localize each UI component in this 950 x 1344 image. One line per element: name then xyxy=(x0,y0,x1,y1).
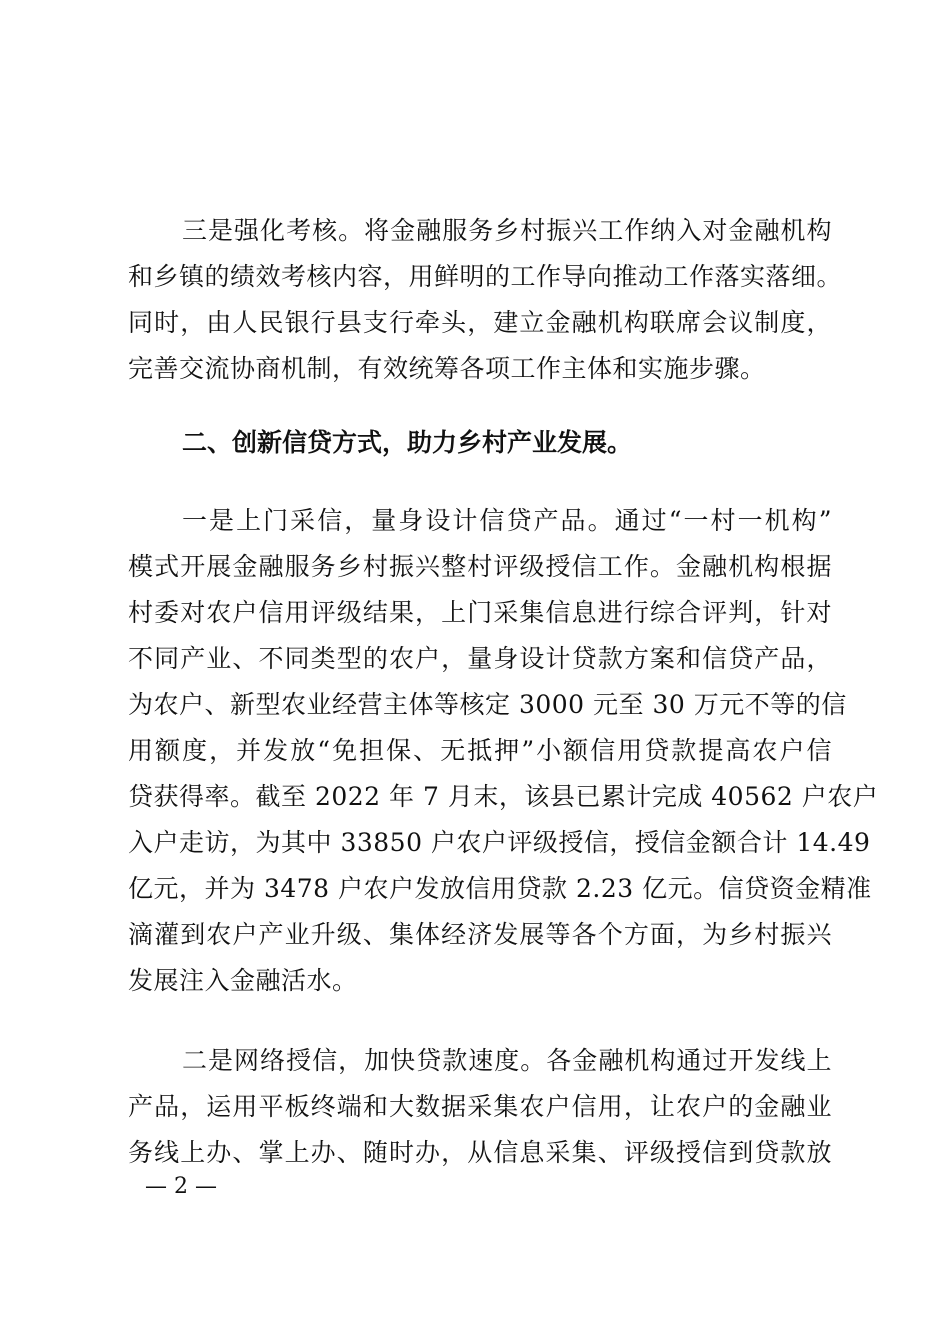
paragraph-line: 完善交流协商机制，有效统筹各项工作主体和实施步骤。 xyxy=(128,354,766,383)
paragraph-line: 滴灌到农户产业升级、集体经济发展等各个方面，为乡村振兴 xyxy=(128,920,832,949)
paragraph-line: 发展注入金融活水。 xyxy=(128,966,358,995)
paragraph-line: 用额度，并发放“免担保、无抵押”小额信用贷款提高农户信 xyxy=(128,736,832,765)
paragraph-line: 模式开展金融服务乡村振兴整村评级授信工作。金融机构根据 xyxy=(128,552,832,581)
paragraph-line: 入户走访，为其中 33850 户农户评级授信，授信金额合计 14.49 xyxy=(128,828,871,857)
paragraph-line: 村委对农户信用评级结果，上门采集信息进行综合评判，针对 xyxy=(128,598,832,627)
paragraph-line: 贷获得率。截至 2022 年 7 月末，该县已累计完成 40562 户农户 xyxy=(128,782,879,811)
page-number: — 2 — xyxy=(145,1174,217,1199)
paragraph-line: 为农户、新型农业经营主体等核定 3000 元至 30 万元不等的信 xyxy=(128,690,847,719)
section-heading: 二、创新信贷方式，助力乡村产业发展。 xyxy=(182,428,633,457)
paragraph-line: 三是强化考核。将金融服务乡村振兴工作纳入对金融机构 xyxy=(182,216,832,245)
paragraph-line: 和乡镇的绩效考核内容，用鲜明的工作导向推动工作落实落细。 xyxy=(128,262,843,291)
paragraph-line: 二是网络授信，加快贷款速度。各金融机构通过开发线上 xyxy=(182,1046,832,1075)
paragraph-line: 一是上门采信，量身设计信贷产品。通过“一村一机构” xyxy=(182,506,832,535)
paragraph-line: 不同产业、不同类型的农户，量身设计贷款方案和信贷产品， xyxy=(128,644,832,673)
paragraph-door-to-door-credit xyxy=(128,498,879,1004)
paragraph-line: 同时，由人民银行县支行牵头，建立金融机构联席会议制度， xyxy=(128,308,832,337)
paragraph-line: 产品，运用平板终端和大数据采集农户信用，让农户的金融业 xyxy=(128,1092,832,1121)
paragraph-line: 务线上办、掌上办、随时办，从信息采集、评级授信到贷款放 xyxy=(128,1138,832,1167)
paragraph-online-credit xyxy=(128,1038,832,1176)
paragraph-assessment xyxy=(128,208,843,392)
paragraph-line: 亿元，并为 3478 户农户发放信用贷款 2.23 亿元。信贷资金精准 xyxy=(128,874,872,903)
